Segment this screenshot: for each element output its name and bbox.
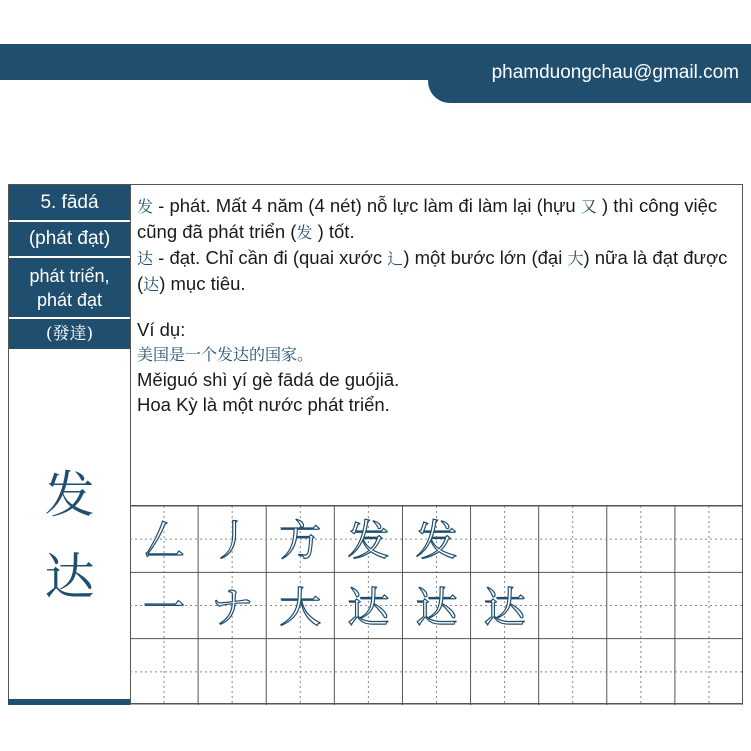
- meaning-line2: phát đạt: [36, 290, 103, 310]
- char-da: 达: [137, 249, 154, 268]
- char-fa: 发: [137, 197, 154, 216]
- stroke-step-char: 发: [415, 516, 458, 566]
- example-label: Ví dụ:: [137, 319, 186, 340]
- text: - đạt. Chỉ cần đi (quai xước: [153, 247, 388, 268]
- stroke-step-char: 发: [347, 516, 390, 566]
- bottom-strip: [8, 699, 130, 705]
- stroke-step-char: 𠃋: [143, 516, 186, 566]
- stroke-step-char: ナ: [211, 582, 254, 632]
- big-char-2: 达: [44, 548, 95, 606]
- radical-da: 大: [567, 249, 584, 268]
- text: ) nữa là đạt được (: [137, 247, 728, 294]
- example-pinyin: Měiguó shì yí gè fādá de guójiā.: [137, 369, 400, 390]
- meaning-line1: phát triển,: [29, 266, 110, 286]
- explanation-area: [137, 193, 741, 417]
- email-address[interactable]: phamduongchau@gmail.com: [491, 62, 739, 83]
- number-pinyin: 5. fādá: [9, 185, 130, 220]
- stroke-step-char: 丿: [211, 516, 254, 566]
- practice-grid: [130, 505, 743, 705]
- stroke-step-char: 大: [279, 582, 322, 632]
- example-chinese: 美国是一个发达的国家。: [137, 345, 314, 364]
- radical-you: 又: [580, 197, 597, 216]
- stroke-step-char: 一: [143, 582, 186, 632]
- text: ) một bước lớn (đại: [403, 247, 568, 268]
- char-fa: 发: [296, 223, 313, 242]
- vietnamese-reading: (phát đạt): [9, 222, 130, 256]
- stroke-step-char: 方: [279, 516, 322, 566]
- example-vietnamese: Hoa Kỳ là một nước phát triển.: [137, 394, 390, 415]
- meaning: [9, 258, 130, 317]
- traditional-form: (發達): [9, 319, 130, 349]
- explanation-para-2: [137, 245, 741, 297]
- stroke-step-char: 达: [415, 582, 458, 632]
- stroke-step-char: 达: [347, 582, 390, 632]
- text: ) mục tiêu.: [159, 273, 246, 294]
- text: - phát. Mất 4 năm (4 nét) nỗ lực làm đi làm lại (hựu: [153, 195, 581, 216]
- explanation-para-1: [137, 193, 741, 245]
- sidebar: [9, 185, 131, 704]
- email-tab: [428, 44, 751, 103]
- stroke-step-char: 达: [483, 582, 526, 632]
- big-char-1: 发: [44, 466, 95, 524]
- text: ) tốt.: [312, 221, 355, 242]
- vocab-card: [8, 184, 743, 704]
- char-da: 达: [143, 275, 160, 294]
- text: ) thì công việc cũng đã phát triển (: [137, 195, 718, 242]
- radical-chuo: 辶: [387, 249, 404, 268]
